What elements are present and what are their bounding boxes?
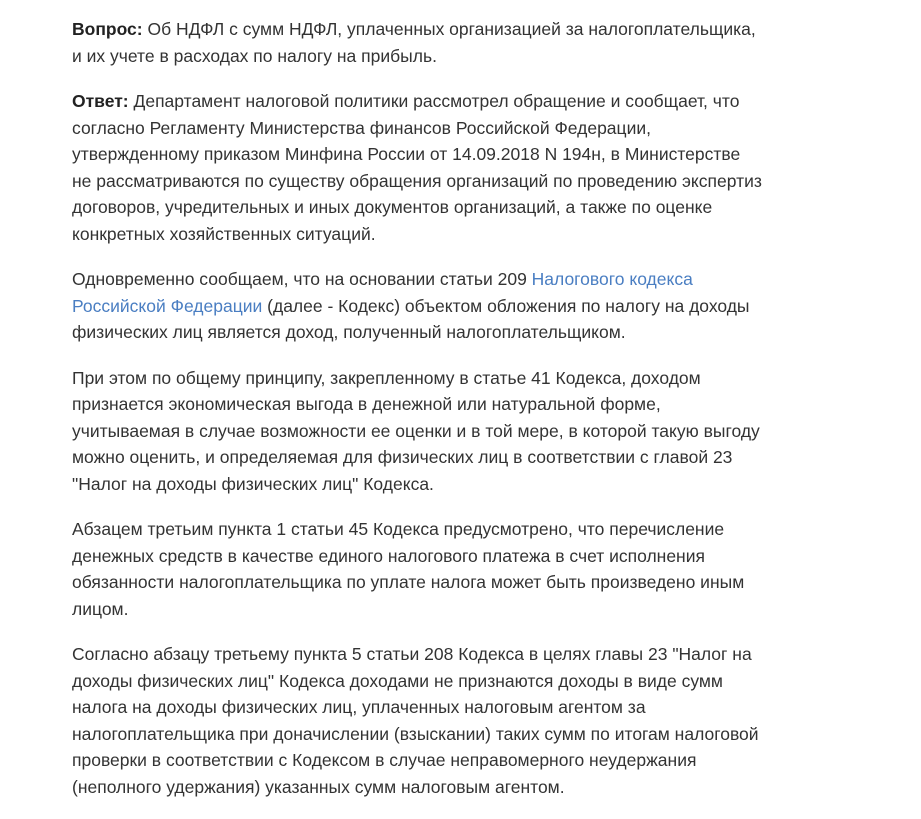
- document-body: [72, 16, 762, 819]
- paragraph-article-209: [72, 266, 762, 346]
- paragraph-article-41: При этом по общему принципу, закрепленному в статье 41 Кодекса, доходом признается экономическая выгода в денежной или натуральной форме, учитываемая в случае возможности ее оценки и в той мере, в которой такую выгоду можно оценить, и определяемая для физических лиц в соответствии с главой 23 "Налог на доходы физических лиц" Кодекса.: [72, 367, 760, 494]
- answer-text: Департамент налоговой политики рассмотрел обращение и сообщает, что согласно Регламенту Министерства финансов Российской Федерации, утвержденному приказом Минфина России от 14.09.2018 N 194н, в Министерстве не рассматриваются по существу обращения организаций по проведению экспертиз договоров, учредительных и иных документов организаций, а также по оценке конкретных хозяйственных ситуаций.: [72, 91, 762, 244]
- question-paragraph: [72, 16, 762, 69]
- answer-paragraph: [72, 88, 762, 247]
- paragraph-article-45: Абзацем третьим пункта 1 статьи 45 Кодекса предусмотрено, что перечисление денежных средств в качестве единого налогового платежа в счет исполнения обязанности налогоплательщика по уплате налога может быть произведено иным лицом.: [72, 519, 745, 619]
- question-text: Об НДФЛ с сумм НДФЛ, уплаченных организацией за налогоплательщика, и их учете в расходах по налогу на прибыль.: [72, 19, 756, 66]
- question-label: Вопрос:: [72, 19, 143, 39]
- tax-code-link[interactable]: Налогового кодекса Российской Федерации: [72, 269, 693, 316]
- paragraph-3-after-link: (далее - Кодекс) объектом обложения по налогу на доходы физических лиц является доход, полученный налогоплательщиком.: [72, 295, 750, 342]
- paragraph-article-208: Согласно абзацу третьему пункта 5 статьи 208 Кодекса в целях главы 23 "Налог на доходы физических лиц" Кодекса доходами не признаются доходы в виде сумм налога на доходы физических лиц, уплаченных налоговым агентом за налогоплательщика при доначислении (взыскании) таких сумм по итогам налоговой проверки в соответствии с Кодексом в случае неправомерного неудержания (неполного удержания) указанных сумм налоговым агентом.: [72, 644, 759, 797]
- paragraph-3-before-link: Одновременно сообщаем, что на основании статьи 209: [72, 269, 532, 289]
- answer-label: Ответ:: [72, 91, 129, 111]
